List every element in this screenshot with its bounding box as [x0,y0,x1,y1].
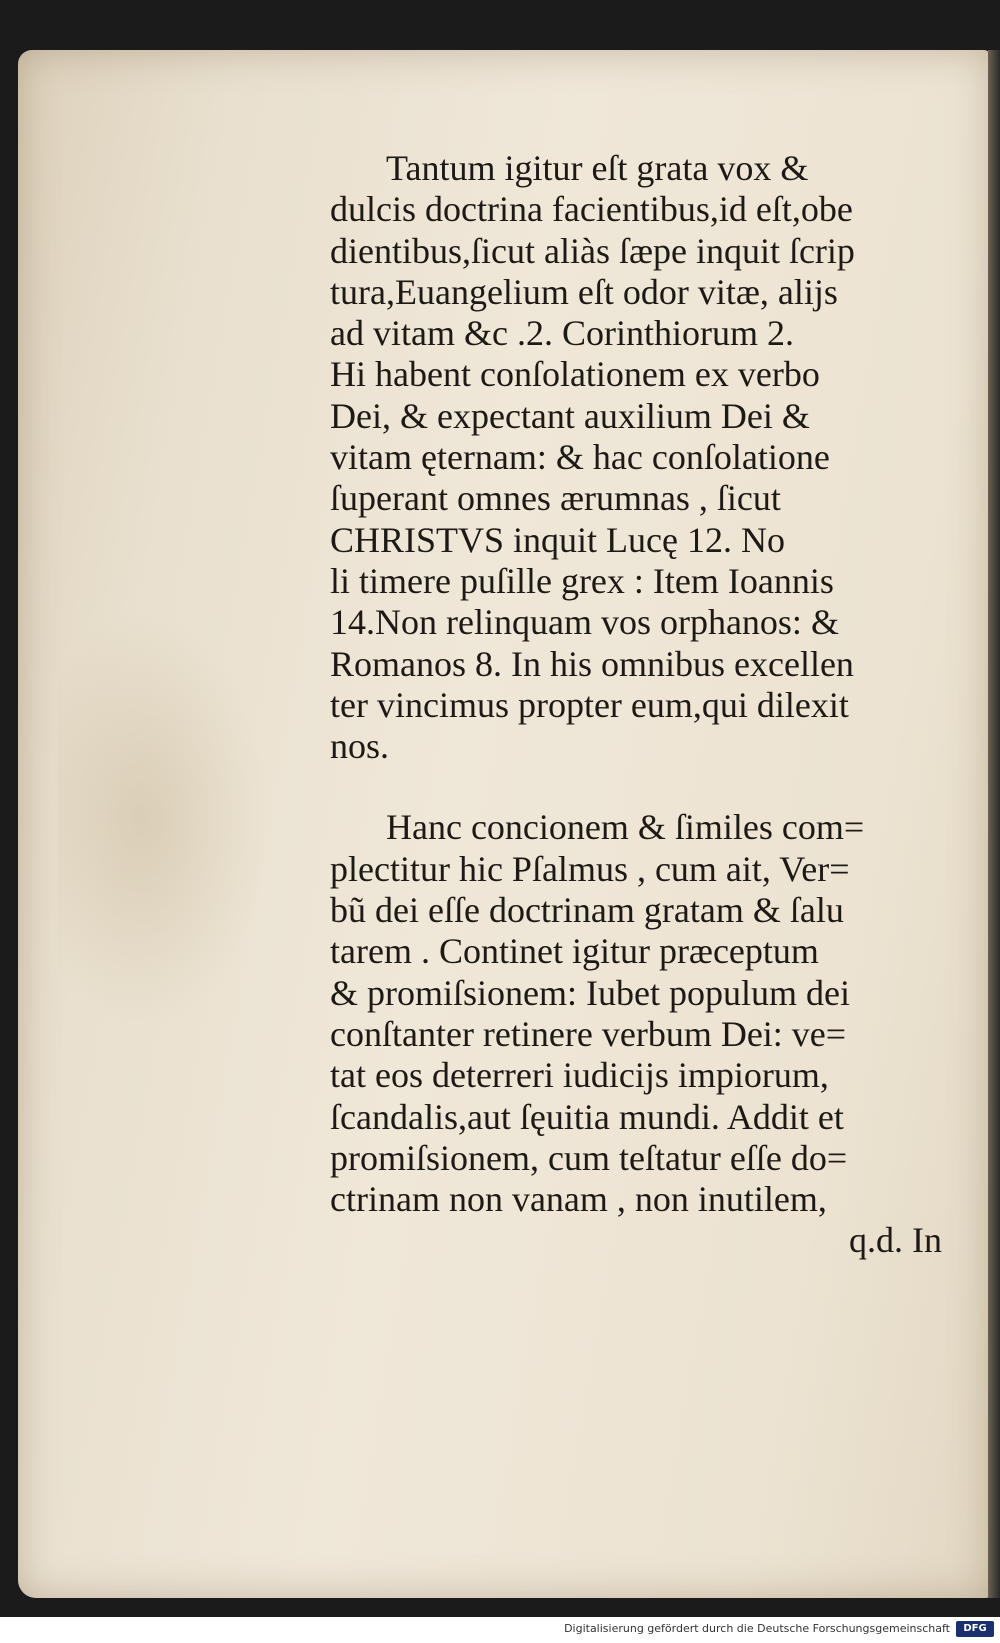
book-spine [988,50,1000,1598]
text-line: vitam ęternam: & hac conſolatione [330,437,830,478]
paragraph-2 [330,807,950,1220]
text-line: tura,Euangelium eſt odor vitæ, alijs [330,271,838,312]
text-line: nos. [330,726,390,767]
catchword: q.d. In [849,1220,942,1261]
text-line: promiſsionem, cum teſtatur eſſe do= [330,1137,848,1178]
text-line: dulcis doctrina facientibus,id eſt,obe [330,189,853,230]
paragraph-gap [330,767,950,807]
text-line: ter vincimus propter eum,qui dilexit [330,684,849,725]
text-line: li timere puſille grex : Item Ioannis [330,560,834,601]
text-line: Hanc concionem & ſimiles com= [386,807,865,848]
text-line: CHRISTVS inquit Lucę 12. No [330,519,785,560]
text-line: tarem . Continet igitur præceptum [330,931,819,972]
text-line: ctrinam non vanam , non inutilem, [330,1179,827,1220]
paragraph-1 [330,148,950,767]
text-line: conſtanter retinere verbum Dei: ve= [330,1013,847,1054]
text-line: dientibus,ſicut aliàs ſæpe inquit ſcrip [330,230,855,271]
paper-stain [58,610,268,1030]
text-line: ſuperant omnes ærumnas , ſicut [330,478,781,519]
text-line: 14.Non relinquam vos orphanos: & [330,602,839,643]
dfg-logo: DFG [956,1621,994,1637]
footer-credit: Digitalisierung gefördert durch die Deutsche Forschungsgemeinschaft [564,1622,950,1635]
page-text [330,148,950,1262]
text-line: Dei, & expectant auxilium Dei & [330,395,810,436]
text-line: & promiſsionem: Iubet populum dei [330,972,850,1013]
text-line: Hi habent conſolationem ex verbo [330,354,820,395]
text-line: Romanos 8. In his omnibus excellen [330,643,854,684]
digitization-footer [0,1617,1000,1643]
text-line: Tantum igitur eſt grata vox & [386,148,809,188]
text-line: plectitur hic Pſalmus , cum ait, Ver= [330,848,850,889]
text-line: ſcandalis,aut ſęuitia mundi. Addit et [330,1096,844,1137]
text-line: tat eos deterreri iudicijs impiorum, [330,1055,829,1096]
text-line: bũ dei eſſe doctrinam gratam & ſalu [330,890,844,931]
text-line: ad vitam &c .2. Corinthiorum 2. [330,313,794,354]
